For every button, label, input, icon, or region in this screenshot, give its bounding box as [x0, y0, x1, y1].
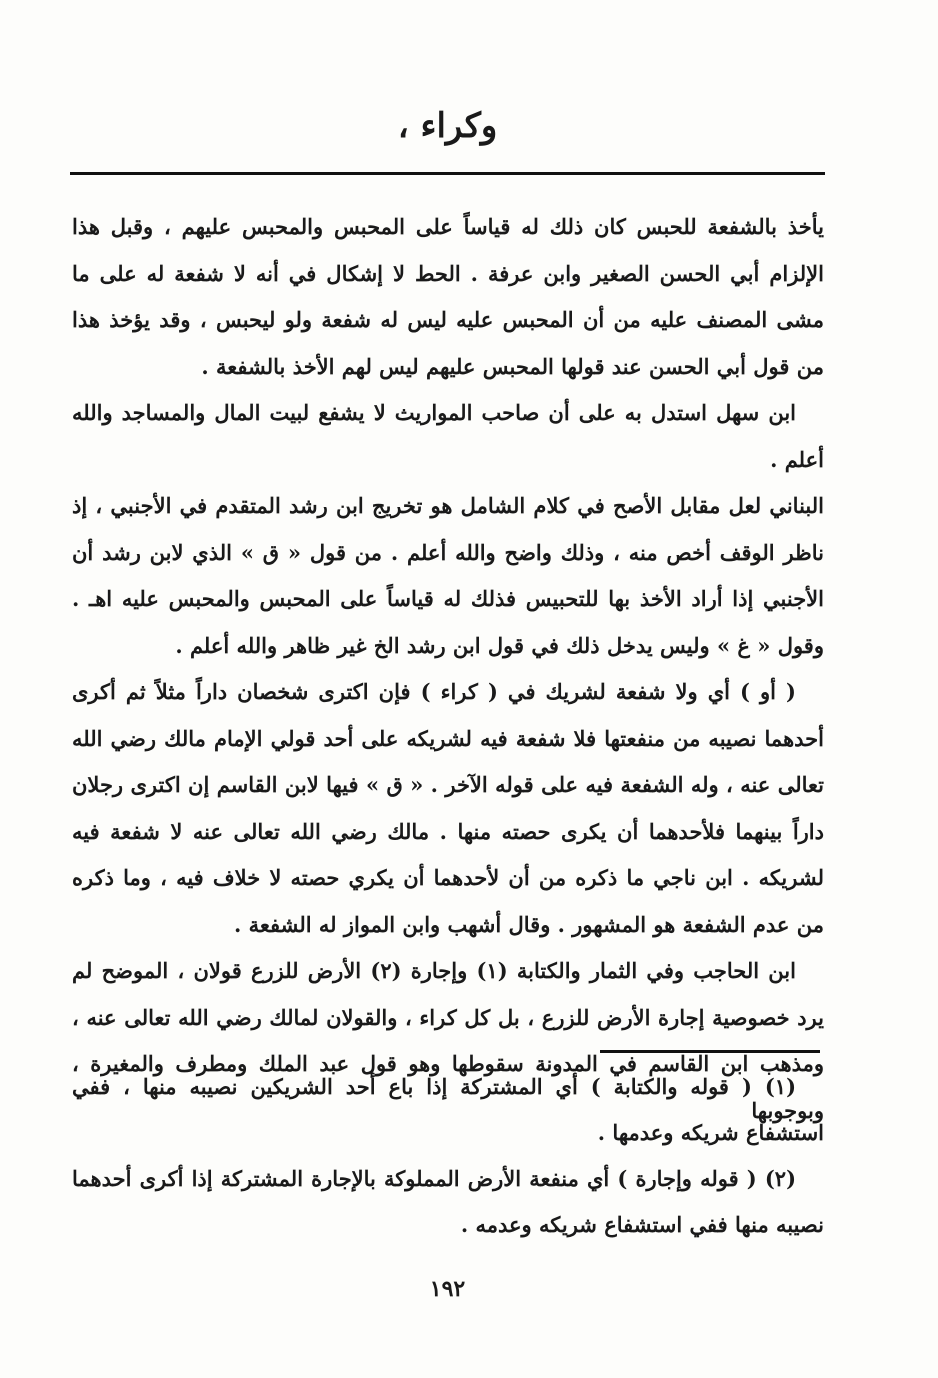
header-rule	[70, 172, 825, 175]
paragraph: ابن سهل استدل به على أن صاحب المواريث لا يشفع لبيت المال والمساجد والله أعلم .	[72, 400, 824, 472]
footnote: (١) ( قوله والكتابة ) أي المشتركة إذا باع أحد الشريكين نصيبه منها ، ففي استشفاع شريكه وعدمها .	[72, 1074, 824, 1145]
main-text	[72, 204, 824, 1134]
footnotes	[72, 1064, 824, 1248]
page-number: ١٩٢	[429, 1276, 466, 1302]
paragraph: يأخذ بالشفعة للحبس كان ذلك له قياساً على المحبس والمحبس عليهم ، وقبل هذا الإلزام أبي الحسن الصغير وابن عرفة . الحط لا إشكال في أنه لا شفعة له على ما مشى المصنف عليه من أن المحبس عليه ليس له شفعة ولو ليحبس ، وقد يؤخذ هذا من قول أبي الحسن عند قولها المحبس عليهم ليس لهم الأخذ بالشفعة .	[72, 214, 824, 379]
footnote-rule	[600, 1050, 820, 1053]
running-header: وكراء ،	[397, 106, 498, 146]
paragraph: ( أو ) أي ولا شفعة لشريك في ( كراء ) فإن اكترى شخصان داراً مثلاً ثم أكرى أحدهما نصيبه من منفعتها فلا شفعة فيه لشريكه على أحد قولي الإمام مالك رضي الله تعالى عنه ، وله الشفعة فيه على قوله الآخر . « ق » فيها لابن القاسم إن اكترى رجلان داراً بينهما فلأحدهما أن يكرى حصته منها . مالك رضي الله تعالى عنه لا شفعة فيه لشريكه . ابن ناجي ما ذكره من أن لأحدهما أن يكري حصته لا خلاف فيه ، وما ذكره من عدم الشفعة هو المشهور . وقال أشهب وابن المواز له الشفعة .	[72, 679, 824, 937]
footnote: (٢) ( قوله وإجارة ) أي منفعة الأرض المملوكة بالإجارة المشتركة إذا أكرى أحدهما نصيبه منها ففي استشفاع شريكه وعدمه .	[72, 1166, 824, 1237]
paragraph: البناني لعل مقابل الأصح في كلام الشامل هو تخريج ابن رشد المتقدم في الأجنبي ، إذ ناظر الوقف أخص منه ، وذلك واضح والله أعلم . من قول « ق » الذي لابن رشد أن الأجنبي إذا أراد الأخذ بها للتحبيس فذلك له قياساً على المحبس والمحبس عليه اهـ . وقول « غ » وليس يدخل ذلك في قول ابن رشد الخ غير ظاهر والله أعلم .	[72, 493, 824, 658]
paragraph: ابن الحاجب وفي الثمار والكتابة (١) وإجارة (٢) الأرض للزرع قولان ، الموضح لم يرد خصوصية إجارة الأرض للزرع ، بل كل كراء ، والقولان لمالك رضي الله تعالى عنه ، ومذهب ابن القاسم في المدونة سقوطها وهو قول عبد الملك ومطرف والمغيرة ، وبوجوبها	[72, 958, 824, 1123]
